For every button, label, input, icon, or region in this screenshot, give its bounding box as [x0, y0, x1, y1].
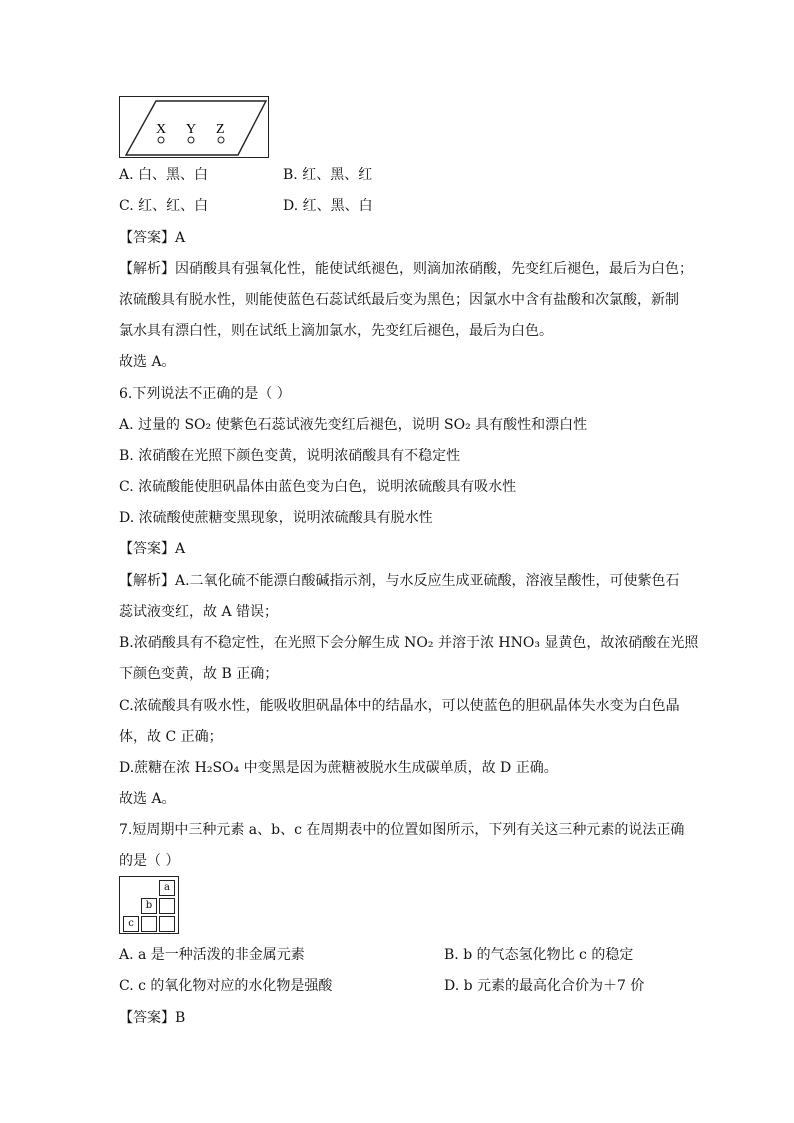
q6-analysis-line-5: C.浓硫酸具有吸水性，能吸收胆矾晶体中的结晶水，可以使蓝色的胆矾晶体失水变为白色晶: [119, 698, 680, 714]
grid-cell-empty-3: [159, 916, 175, 932]
q5-option-c: C. 红、红、白: [119, 198, 209, 214]
label-z: Z: [216, 122, 225, 137]
grid-cell-a: a: [159, 880, 175, 896]
q7-answer: 【答案】B: [119, 1010, 186, 1026]
grid-cell-b: b: [141, 898, 157, 914]
q5-option-b: B. 红、黑、红: [283, 167, 373, 183]
q7-option-b: B. b 的气态氢化物比 c 的稳定: [444, 947, 634, 963]
q6-analysis-line-2: 蕊试液变红，故 A 错误；: [119, 604, 279, 620]
grid-cell-c: c: [123, 916, 139, 932]
grid-cell-empty-1: [159, 898, 175, 914]
q7-option-a: A. a 是一种活泼的非金属元素: [119, 947, 305, 963]
label-x: X: [156, 122, 167, 137]
q6-conclusion: 故选 A。: [119, 791, 176, 807]
q6-analysis-line-7: D.蔗糖在浓 H₂SO₄ 中变黑是因为蔗糖被脱水生成碳单质，故 D 正确。: [119, 760, 558, 776]
q7-stem-line-2: 的是（ ）: [119, 853, 180, 869]
q5-analysis-line-2: 浓硫酸具有脱水性，则能使蓝色石蕊试纸最后变为黑色；因氯水中含有盐酸和次氯酸，新制: [119, 292, 679, 308]
parallelogram-diagram: [120, 97, 270, 159]
q5-analysis-line-1: 【解析】因硝酸具有强氧化性，能使试纸褪色，则滴加浓硝酸，先变红后褪色，最后为白色；: [119, 261, 693, 277]
q6-analysis-line-3: B.浓硝酸具有不稳定性，在光照下会分解生成 NO₂ 并溶于浓 HNO₃ 显黄色，故浓硝酸在光照: [119, 635, 699, 651]
q7-option-d: D. b 元素的最高化合价为＋7 价: [444, 978, 645, 994]
q7-stem-line-1: 7.短周期中三种元素 a、b、c 在周期表中的位置如图所示，下列有关这三种元素的说法正确: [119, 822, 685, 838]
q6-stem: 6.下列说法不正确的是（ ）: [119, 386, 291, 402]
q6-option-b: B. 浓硝酸在光照下颜色变黄，说明浓硝酸具有不稳定性: [119, 448, 461, 464]
periodic-table-fragment: [119, 876, 179, 934]
q6-answer: 【答案】A: [119, 541, 186, 557]
q5-option-a: A. 白、黑、白: [119, 167, 209, 183]
q5-analysis-line-3: 氯水具有漂白性，则在试纸上滴加氯水，先变红后褪色，最后为白色。: [119, 323, 553, 339]
q5-answer: 【答案】A: [119, 230, 186, 246]
grid-cell-empty-2: [141, 916, 157, 932]
q6-option-d: D. 浓硫酸使蔗糖变黑现象，说明浓硫酸具有脱水性: [119, 510, 433, 526]
q6-analysis-line-1: 【解析】A.二氧化硫不能漂白酸碱指示剂，与水反应生成亚硫酸，溶液呈酸性，可使紫色石: [119, 573, 680, 589]
q7-option-c: C. c 的氧化物对应的水化物是强酸: [119, 978, 333, 994]
q6-option-a: A. 过量的 SO₂ 使紫色石蕊试液先变红后褪色，说明 SO₂ 具有酸性和漂白性: [119, 417, 588, 433]
q6-analysis-line-4: 下颜色变黄，故 B 正确；: [119, 666, 279, 682]
q5-option-d: D. 红、黑、白: [283, 198, 373, 214]
q5-conclusion: 故选 A。: [119, 354, 176, 370]
q6-option-c: C. 浓硫酸能使胆矾晶体由蓝色变为白色，说明浓硫酸具有吸水性: [119, 479, 517, 495]
label-y: Y: [186, 122, 197, 137]
q6-analysis-line-6: 体，故 C 正确；: [119, 729, 223, 745]
test-paper-figure: [119, 96, 269, 158]
